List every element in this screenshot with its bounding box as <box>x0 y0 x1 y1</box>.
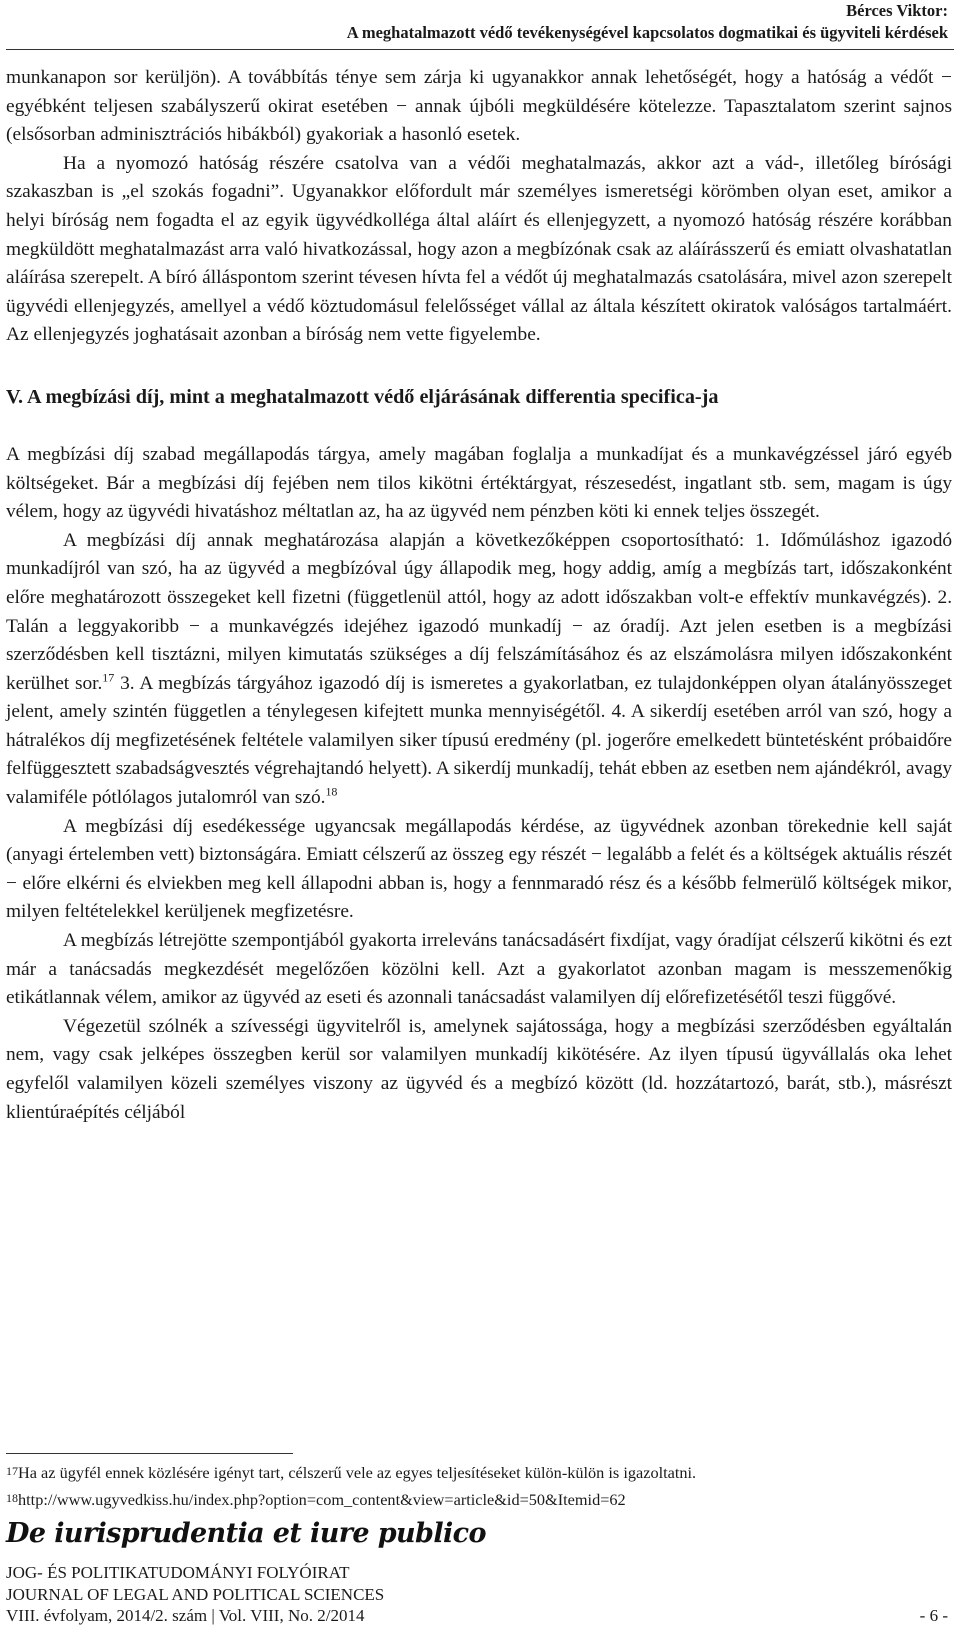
footnote-17 <box>6 1459 952 1486</box>
journal-issue-line <box>6 1605 948 1627</box>
footnote-link[interactable]: http://www.ugyvedkiss.hu/index.php?option=com_content&view=article&id=50&Itemid=62 <box>18 1489 626 1509</box>
section-heading: V. A megbízási díj, mint a meghatalmazott védő eljárásának differentia specifica-ja <box>6 385 719 408</box>
running-header <box>347 0 948 44</box>
page-number: - 6 - <box>919 1606 948 1625</box>
paragraph-esedekesseg: A megbízási díj esedékessége ugyancsak megállapodás kérdése, az ügyvédnek azonban törekednie kell saját (anyagi értelemben vett) biztonságára. Emiatt célszerű az összeg egy részét − legalább a felét és a költségek aktuális részét − előre elkérni és elviekben meg kell állapodni abban is, hogy a fennmaradó rész és a később felmerülő költségek mikor, milyen feltételekkel kerüljenek megfizetésre. <box>6 815 952 923</box>
footnote-ref-17[interactable]: 17 <box>102 670 115 685</box>
journal-footer <box>6 1562 948 1627</box>
paragraph-text: 3. A megbízás tárgyához igazodó díj is ismeretes a gyakorlatban, ez tulajdonképpen olyan átalányösszeget jelent, amely szintén független a ténylegesen kifejtett munka mennyiségétől. 4. A sikerdíj esetében arról van szó, hogy a hátralékos díj megfizetésének feltétele valamilyen siker típusú eredmény (pl. jogerőre emelkedett büntetésként próbaidőre felfüggesztett szabadságvesztés végrehajtandó helyett). A sikerdíj munkadíj, tehát ebben az esetben nem ajándékról, avagy valamiféle pótlólagos jutalomról van szó. <box>6 672 952 809</box>
footnote-text: Ha az ügyfél ennek közlésére igényt tart, célszerű vele az egyes teljesítéseket külön-külön is igazoltatni. <box>18 1463 697 1482</box>
header-title: A meghatalmazott védő tevékenységével kapcsolatos dogmatikai és ügyviteli kérdések <box>346 23 948 42</box>
footnote-18 <box>6 1486 952 1513</box>
footnote-ref-18[interactable]: 18 <box>325 784 338 799</box>
journal-name-en: JOURNAL OF LEGAL AND POLITICAL SCIENCES <box>6 1584 385 1604</box>
footnote-number: 18 <box>6 1490 18 1505</box>
paragraph-text: A megbízási díj annak meghatározása alapján a következőképpen csoportosítható: 1. Időmúláshoz igazodó munkadíjról van szó, ha az ügyvéd a megbízóval úgy állapodik meg, hogy addig, amíg a megbízás tart, időszakonként előre meghatározott összegeket kell fizetni (függetlenül attól, hogy az adott időszakban volt-e effektív munkavégzés). 2. Talán a leggyakoribb − a munkavégzés idejéhez igazodó munkadíj − az óradíj. Azt jelen esetben is a megbízási szerződésben kell tisztázni, milyen kimutatás szükséges a díj felszámításához és az elszámolásra milyen időszakonként kerülhet sor. <box>6 529 952 694</box>
footnote-divider <box>6 1453 293 1454</box>
journal-name-hu: JOG- ÉS POLITIKATUDOMÁNYI FOLYÓIRAT <box>6 1563 350 1582</box>
paragraph-tanacsadas: A megbízás létrejötte szempontjából gyakorta irreleváns tanácsadásért fixdíjat, vagy óradíjat célszerű kikötni és ezt már a tanácsadás megkezdését megelőzően közölni kell. Azt a gyakorlatot azonban magam is messzemenőkig etikátlannak vélem, amikor az ügyvéd az eseti és azonnali tanácsadást valamilyen díj előrefizetésétől teszi függővé. <box>6 930 952 1009</box>
paragraph-megbizasi-dij: A megbízási díj szabad megállapodás tárgya, amely magában foglalja a munkadíjat és a munkavégzéssel járó egyéb költségeket. Bár a megbízási díj fejében nem tilos kikötni értéktárgyat, részesedést, ingatlant stb. sem, magam is úgy vélem, hogy az ügyvédi hivatáshoz méltatlan az, ha az ügyvéd nem pénzben köti ki ennek teljes összegét. <box>6 443 952 523</box>
header-divider <box>6 49 954 50</box>
paragraph-szivessegi-ugyvitel: Végezetül szólnék a szívességi ügyvitelről is, amelynek sajátossága, hogy a megbízási szerződésben egyáltalán nem, vagy csak jelképes összegben kerül sor valamilyen munkadíj kikötésére. Az ilyen típusú ügyvállalás oka lehet egyfelől valamilyen közeli személyes viszony az ügyvéd és a megbízó között (ld. hozzátartozó, barát, stb.), másrészt klientúraépítés céljából <box>6 1015 952 1123</box>
journal-logo: De iurisprudentia et iure publico <box>6 1518 486 1549</box>
journal-issue: VIII. évfolyam, 2014/2. szám | Vol. VIII, No. 2/2014 <box>6 1606 365 1625</box>
main-text <box>6 64 952 1127</box>
footnotes <box>6 1459 952 1512</box>
paragraph-continuation: munkanapon sor kerüljön). A továbbítás ténye sem zárja ki ugyanakkor annak lehetőségét, hogy a hatóság a védőt − egyébként teljesen szabályszerű okirat esetében − annak újbóli megküldésére kötelezze. Tapasztalatom szerint sajnos (elsősorban adminisztrációs hibákból) gyakoriak a hasonló esetek. <box>6 67 952 146</box>
footnote-number: 17 <box>6 1464 18 1478</box>
header-author: Bérces Viktor: <box>846 1 948 20</box>
paragraph-dij-csoportositas <box>6 527 952 813</box>
paragraph-meghatalmazas: Ha a nyomozó hatóság részére csatolva van a védői meghatalmazás, akkor azt a vád-, illetőleg bírósági szakaszban is „el szokás fogadni”. Ugyanakkor előfordult már személyes ismeretségi körömben olyan eset, amikor a helyi bíróság nem fogadta el az egyik ügyvédkolléga által aláírt és ellenjegyzett, a nyomozó hatóság részére korábban megküldött meghatalmazást arra való hivatkozással, hogy azon a megbízónak csak az aláírásszerű és emiatt olvashatatlan aláírása szerepelt. A bíró álláspontom szerint tévesen hívta fel a védőt új meghatalmazás csatolására, mivel azon szerepelt ügyvédi ellenjegyzés, amellyel a védő köztudomásul felelősséget vállal az általa készített okiratok valóságos tartalmáért. Az ellenjegyzés joghatásait azonban a bíróság nem vette figyelembe. <box>6 152 952 346</box>
